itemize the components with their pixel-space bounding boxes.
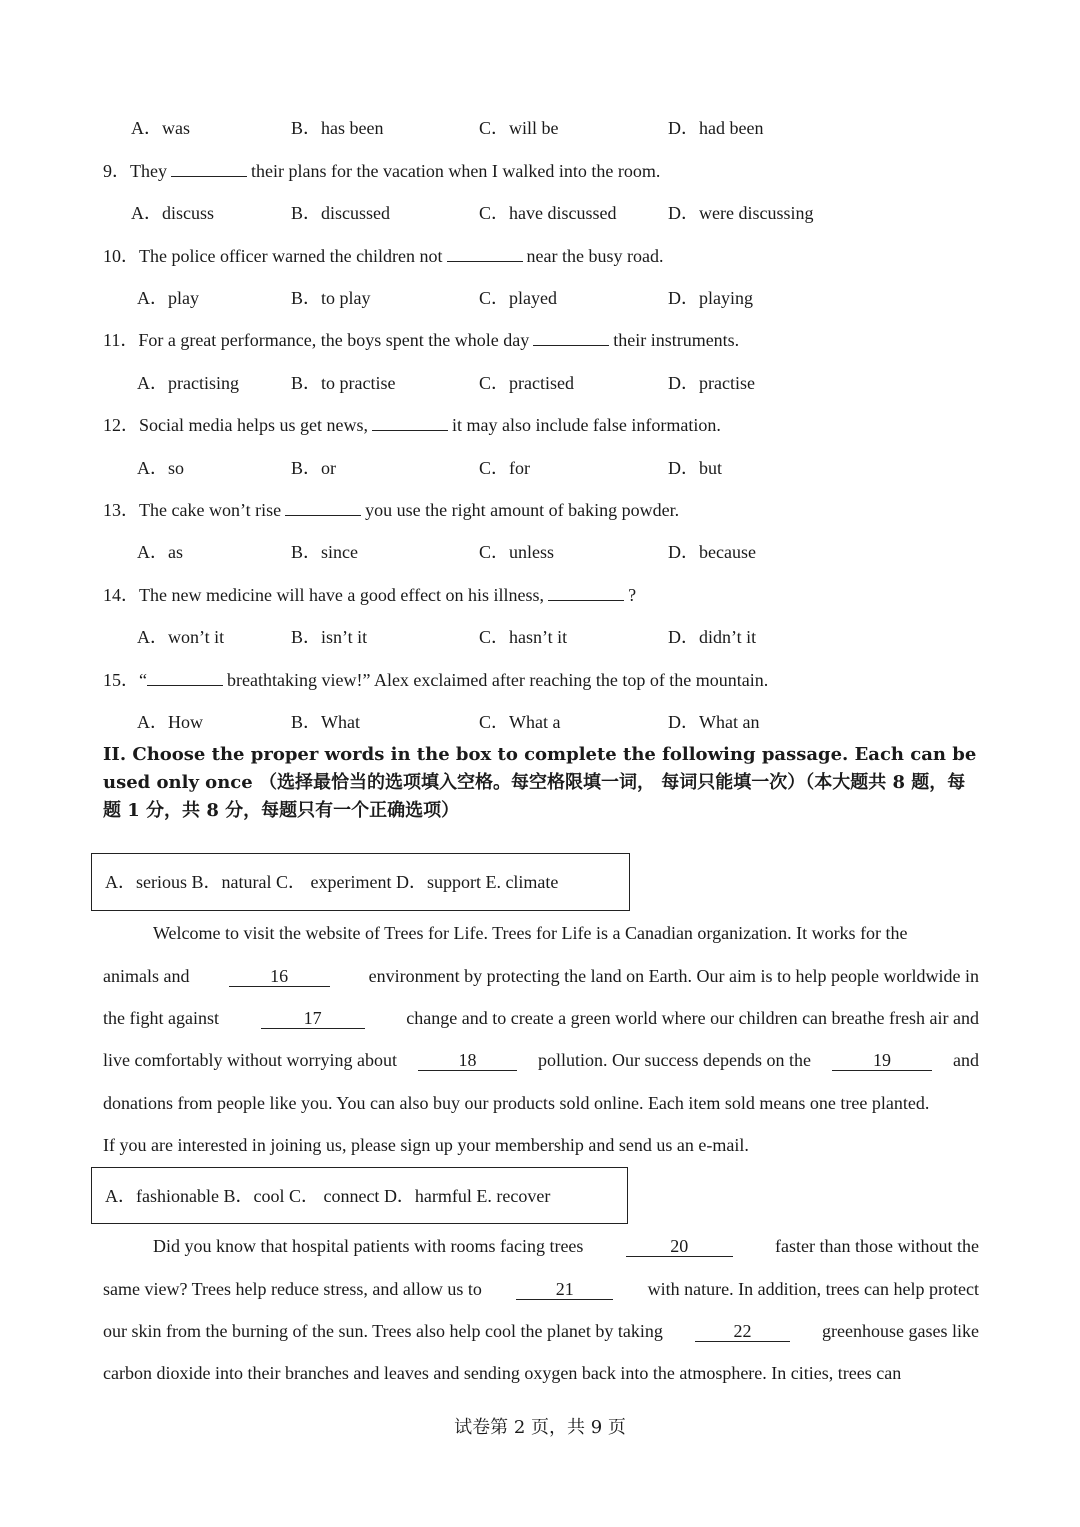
answer-blank[interactable] [147,669,223,686]
passage-text: our skin from the burning of the sun. Trees also help cool the planet by taking [103,1321,663,1341]
option-d[interactable]: D．but [668,458,722,478]
blank-17[interactable]: 17 [261,1008,365,1029]
passage-text: greenhouse gases like [822,1321,979,1341]
answer-blank[interactable] [171,160,247,177]
passage-1-line-3 [103,1008,979,1029]
blank-19[interactable]: 19 [832,1050,932,1071]
passage-text: Welcome to visit the website of Trees for Life. Trees for Life is a Canadian organization. It works for the [153,923,908,943]
option-a[interactable]: A．was [131,118,190,138]
option-d[interactable]: D．practise [668,373,755,393]
question-text: near the busy road. [526,246,664,266]
word-box-2: A．fashionable B．cool C． connect D．harmful E. recover [91,1167,628,1224]
option-c[interactable]: C．What a [479,712,561,732]
passage-text: live comfortably without worrying about [103,1050,397,1070]
passage-text: and [952,1050,979,1070]
blank-21[interactable]: 21 [516,1279,613,1300]
option-a[interactable]: A．as [137,542,183,562]
word-box-1: A．serious B．natural C． experiment D．support E. climate [91,853,630,911]
question-10 [103,242,664,268]
blank-16[interactable]: 16 [229,966,330,987]
question-text: their plans for the vacation when I walked into the room. [250,161,661,181]
passage-text: Did you know that hospital patients with rooms facing trees [153,1236,584,1256]
passage-1-line-6 [103,1135,979,1156]
option-a[interactable]: A．practising [137,373,239,393]
passage-text: environment by protecting the land on Earth. Our aim is to help people worldwide in [368,966,979,986]
passage-2-line-2 [103,1279,979,1300]
q10-options [0,284,1080,308]
blank-20[interactable]: 20 [626,1236,733,1257]
passage-text: carbon dioxide into their branches and leaves and sending oxygen back into the atmosphere. In cities, trees can [103,1363,902,1383]
answer-blank[interactable] [447,245,523,262]
option-c[interactable]: C．played [479,288,557,308]
question-text: ? [628,585,637,605]
passage-text: same view? Trees help reduce stress, and allow us to [103,1279,482,1299]
question-text: their instruments. [613,330,740,350]
question-text: 14．The new medicine will have a good effect on his illness, [103,585,545,605]
blank-18[interactable]: 18 [418,1050,517,1071]
question-15 [103,666,768,692]
passage-text: change and to create a green world where our children can breathe fresh air and [406,1008,979,1028]
option-d[interactable]: D．because [668,542,756,562]
passage-1-line-1 [153,923,979,944]
question-text: 15．“ [103,670,147,690]
passage-text: with nature. In addition, trees can help protect [647,1279,979,1299]
option-d[interactable]: D．were discussing [668,203,814,223]
option-c[interactable]: C．for [479,458,530,478]
option-c[interactable]: C．will be [479,118,559,138]
option-a[interactable]: A．won’t it [137,627,225,647]
q8-options [0,114,1080,138]
page-footer: 试卷第 2 页，共 9 页 [454,1417,626,1438]
passage-1-line-4 [103,1050,979,1071]
blank-22[interactable]: 22 [695,1321,790,1342]
question-11 [103,326,739,352]
question-text: 12．Social media helps us get news, [103,415,368,435]
answer-blank[interactable] [372,414,448,431]
option-c[interactable]: C．hasn’t it [479,627,568,647]
option-a[interactable]: A．play [137,288,199,308]
option-d[interactable]: D．had been [668,118,764,138]
q13-options [0,538,1080,562]
option-d[interactable]: D．playing [668,288,753,308]
q11-options [0,369,1080,393]
option-b[interactable]: B．since [291,542,358,562]
question-13 [103,496,679,522]
passage-text: faster than those without the [775,1236,979,1256]
option-b[interactable]: B．What [291,712,360,732]
passage-text: donations from people like you. You can also buy our products sold online. Each item sold means one tree planted. [103,1093,930,1113]
question-text: it may also include false information. [451,415,721,435]
passage-1-line-2 [103,966,979,987]
option-d[interactable]: D．didn’t it [668,627,757,647]
q9-options [0,199,1080,223]
question-text: 11．For a great performance, the boys spent the whole day [103,330,530,350]
option-c[interactable]: C．have discussed [479,203,617,223]
option-a[interactable]: A．discuss [131,203,215,223]
option-b[interactable]: B．discussed [291,203,390,223]
answer-blank[interactable] [548,584,624,601]
passage-2-line-4 [103,1363,979,1384]
option-c[interactable]: C．practised [479,373,574,393]
question-text: 13．The cake won’t rise [103,500,282,520]
question-text: 10．The police officer warned the children not [103,246,443,266]
q14-options [0,623,1080,647]
question-text: 9．They [103,161,167,181]
passage-text: the fight against [103,1008,219,1028]
option-c[interactable]: C．unless [479,542,555,562]
option-b[interactable]: B．to play [291,288,371,308]
q12-options [0,454,1080,478]
option-b[interactable]: B．has been [291,118,384,138]
question-text: you use the right amount of baking powder. [365,500,680,520]
option-b[interactable]: B．isn’t it [291,627,368,647]
passage-1-line-5 [103,1093,979,1114]
question-9 [103,157,660,183]
answer-blank[interactable] [533,329,609,346]
passage-text: animals and [103,966,190,986]
option-d[interactable]: D．What an [668,712,760,732]
question-12 [103,411,721,437]
section-2-heading: II. Choose the proper words in the box to complete the following passage. Each can be used only once （选择最恰当的选项填入空格。每空格限填一词， 每词只能填一次）（本大题共 8 题，每题 1 分，共 8 分，每题只有一个正确选项） [103,744,977,821]
passage-text: If you are interested in joining us, please sign up your membership and send us an e-mail. [103,1135,749,1155]
option-a[interactable]: A．How [137,712,203,732]
passage-2-line-1 [153,1236,979,1257]
option-b[interactable]: B．or [291,458,336,478]
option-a[interactable]: A．so [137,458,185,478]
passage-text: pollution. Our success depends on the [537,1050,811,1070]
question-14 [103,581,636,607]
passage-2-line-3 [103,1321,979,1342]
answer-blank[interactable] [285,499,361,516]
question-text: breathtaking view!” Alex exclaimed after reaching the top of the mountain. [227,670,769,690]
q15-options [0,708,1080,732]
option-b[interactable]: B．to practise [291,373,396,393]
